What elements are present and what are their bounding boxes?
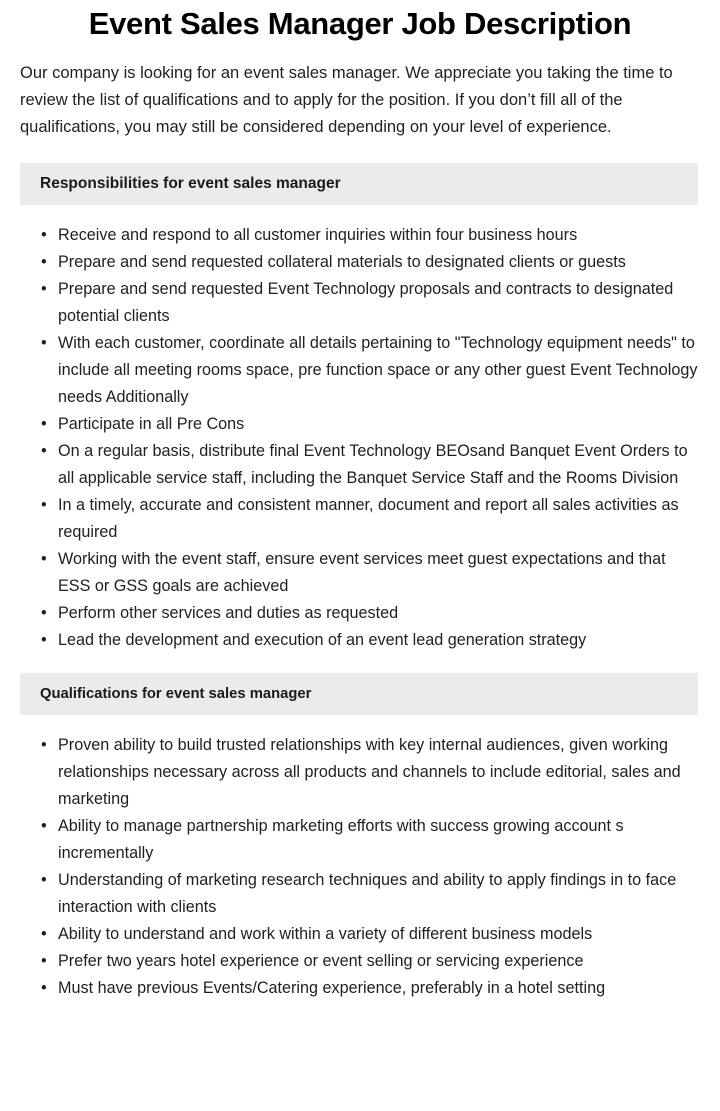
section-qualifications <box>0 654 720 1002</box>
list-item-text: On a regular basis, distribute final Event Technology BEOsand Banquet Event Orders to all applicable service staff, including the Banquet Service Staff and the Rooms Division <box>58 442 688 487</box>
responsibilities-list <box>0 205 720 654</box>
bullet-icon: • <box>41 952 47 970</box>
list-item <box>0 867 720 921</box>
list-item <box>0 627 720 654</box>
bullet-icon: • <box>41 334 47 352</box>
list-item <box>0 438 720 492</box>
bullet-icon: • <box>41 604 47 622</box>
bullet-icon: • <box>41 442 47 460</box>
list-item-text: Prepare and send requested collateral materials to designated clients or guests <box>58 253 626 271</box>
section-responsibilities <box>0 141 720 654</box>
bullet-icon: • <box>41 415 47 433</box>
list-item-text: Lead the development and execution of an event lead generation strategy <box>58 631 587 649</box>
bullet-icon: • <box>41 253 47 271</box>
list-item-text: Ability to understand and work within a variety of different business models <box>58 925 593 943</box>
bullet-icon: • <box>41 925 47 943</box>
bullet-icon: • <box>41 871 47 889</box>
bullet-icon: • <box>41 550 47 568</box>
bullet-icon: • <box>41 280 47 298</box>
list-item-text: Prefer two years hotel experience or event selling or servicing experience <box>58 952 584 970</box>
list-item-text: Working with the event staff, ensure event services meet guest expectations and that ESS or GSS goals are achieved <box>58 550 666 595</box>
bullet-icon: • <box>41 979 47 997</box>
list-item <box>0 249 720 276</box>
bullet-icon: • <box>41 226 47 244</box>
list-item <box>0 948 720 975</box>
list-item-text: Prepare and send requested Event Technology proposals and contracts to designated potential clients <box>58 280 674 325</box>
list-item <box>0 813 720 867</box>
list-item <box>0 600 720 627</box>
section-heading-qualifications: Qualifications for event sales manager <box>20 673 698 715</box>
list-item <box>0 276 720 330</box>
list-item <box>0 330 720 411</box>
list-item <box>0 732 720 813</box>
bullet-icon: • <box>41 736 47 754</box>
list-item-text: In a timely, accurate and consistent manner, document and report all sales activities as required <box>58 496 679 541</box>
bullet-icon: • <box>41 817 47 835</box>
list-item-text: With each customer, coordinate all details pertaining to "Technology equipment needs" to include all meeting rooms space, pre function space or any other guest Event Technology needs Additionally <box>58 334 698 406</box>
intro-paragraph: Our company is looking for an event sales manager. We appreciate you taking the time to review the list of qualifications and to apply for the position. If you don’t fill all of the qualifications, you may still be considered depending on your level of experience. <box>20 64 673 136</box>
list-item-text: Proven ability to build trusted relationships with key internal audiences, given working relationships necessary across all products and channels to include editorial, sales and marketing <box>58 736 681 808</box>
section-heading-responsibilities: Responsibilities for event sales manager <box>20 163 698 205</box>
list-item-text: Understanding of marketing research techniques and ability to apply findings in to face interaction with clients <box>58 871 677 916</box>
qualifications-list <box>0 715 720 1002</box>
list-item <box>0 921 720 948</box>
list-item <box>0 975 720 1002</box>
page-title: Event Sales Manager Job Description <box>88 6 632 41</box>
list-item-text: Ability to manage partnership marketing efforts with success growing account s incrementally <box>58 817 624 862</box>
list-item-text: Perform other services and duties as requested <box>58 604 399 622</box>
list-item-text: Participate in all Pre Cons <box>58 415 245 433</box>
list-item <box>0 546 720 600</box>
list-item-text: Must have previous Events/Catering experience, preferably in a hotel setting <box>58 979 606 997</box>
list-item <box>0 492 720 546</box>
list-item-text: Receive and respond to all customer inquiries within four business hours <box>58 226 578 244</box>
bullet-icon: • <box>41 496 47 514</box>
bullet-icon: • <box>41 631 47 649</box>
list-item <box>0 222 720 249</box>
list-item <box>0 411 720 438</box>
